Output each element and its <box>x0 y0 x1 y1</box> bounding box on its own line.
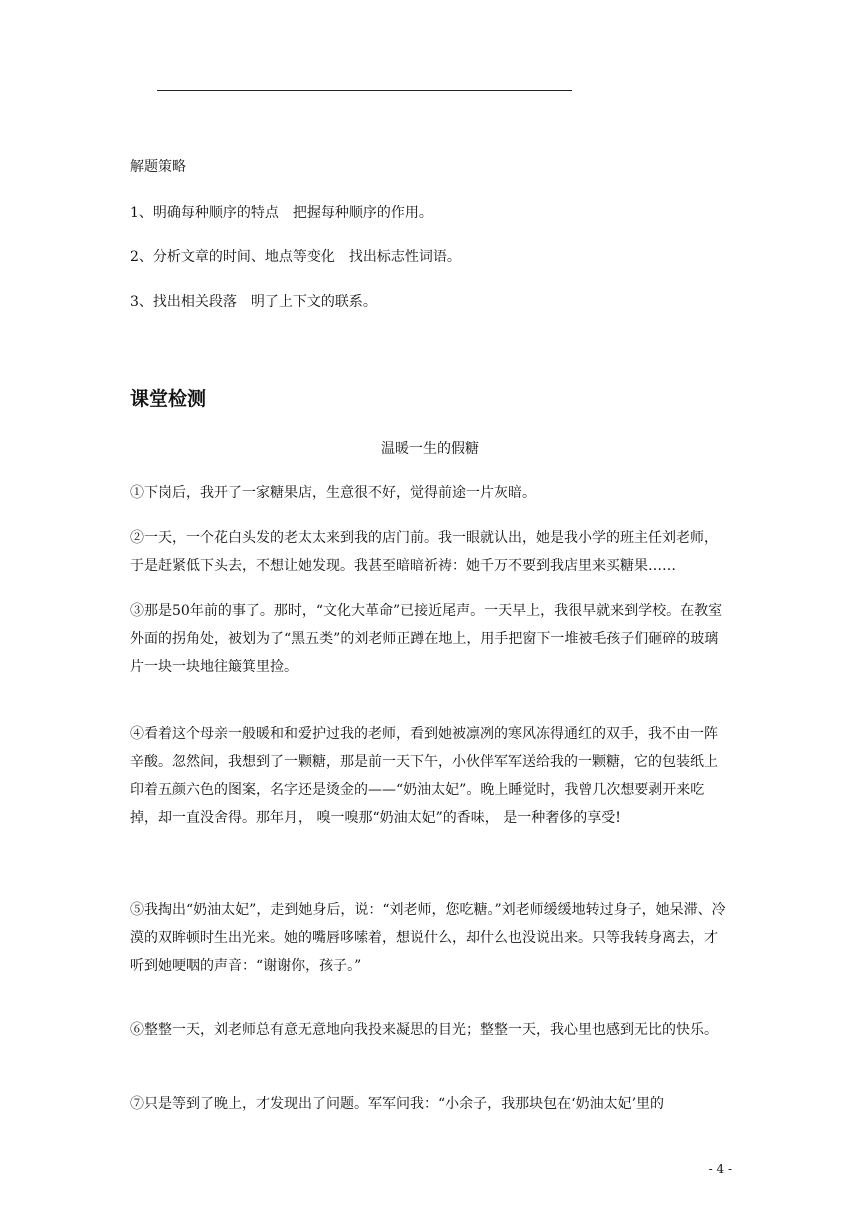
article-paragraph: ①下岗后，我开了一家糖果店，生意很不好，觉得前途一片灰暗。 <box>130 485 536 501</box>
strategy-item: 1、明确每种顺序的特点 把握每种顺序的作用。 <box>130 205 433 221</box>
article-paragraph: ⑤我掏出“奶油太妃”，走到她身后，说：“刘老师，您吃糖。”刘老师缓缓地转过身子，她呆滞、冷漠的双眸顿时生出光来。她的嘴唇哆嗦着，想说什么，却什么也没说出来。只等我转身离去，才听到她哽咽的声音：“谢谢你，孩子。” <box>130 902 726 974</box>
page-number: - 4 - <box>708 1162 732 1176</box>
section-heading: 课堂检测 <box>130 388 207 410</box>
article-paragraph: ②一天，一个花白头发的老太太来到我的店门前。我一眼就认出，她是我小学的班主任刘老师，于是赶紧低下头去，不想让她发现。我甚至暗暗祈祷：她千万不要到我店里来买糖果…… <box>130 530 718 574</box>
strategy-item: 3、找出相关段落 明了上下文的联系。 <box>130 294 377 310</box>
article-paragraph: ⑥整整一天，刘老师总有意无意地向我投来凝思的目光；整整一天，我心里也感到无比的快乐。 <box>130 1022 718 1038</box>
strategy-item: 2、分析文章的时间、地点等变化 找出标志性词语。 <box>130 249 461 265</box>
strategy-title: 解题策略 <box>130 159 186 175</box>
article-paragraph: ③那是50年前的事了。那时，“文化大革命”已接近尾声。一天早上，我很早就来到学校。在教室外面的拐角处，被划为了“黑五类”的刘老师正蹲在地上，用手把窗下一堆被毛孩子们砸碎的玻璃片一块一块地往簸箕里捡。 <box>130 603 723 675</box>
horizontal-rule <box>157 90 572 91</box>
article-paragraph: ⑦只是等到了晚上，才发现出了问题。军军问我：“小余子，我那块包在‘奶油太妃’里的 <box>130 1096 665 1112</box>
article-paragraph: ④看着这个母亲一般暖和和爱护过我的老师，看到她被凛冽的寒风冻得通红的双手，我不由一阵辛酸。忽然间，我想到了一颗糖，那是前一天下午，小伙伴军军送给我的一颗糖，它的包装纸上印着五颜六色的图案，名字还是烫金的——“奶油太妃”。晚上睡觉时，我曾几次想要剥开来吃掉，却一直没舍得。那年月， 嗅一嗅那“奶油太妃”的香味， 是一种奢侈的享受! <box>130 726 718 826</box>
article-title: 温暖一生的假糖 <box>381 441 479 457</box>
